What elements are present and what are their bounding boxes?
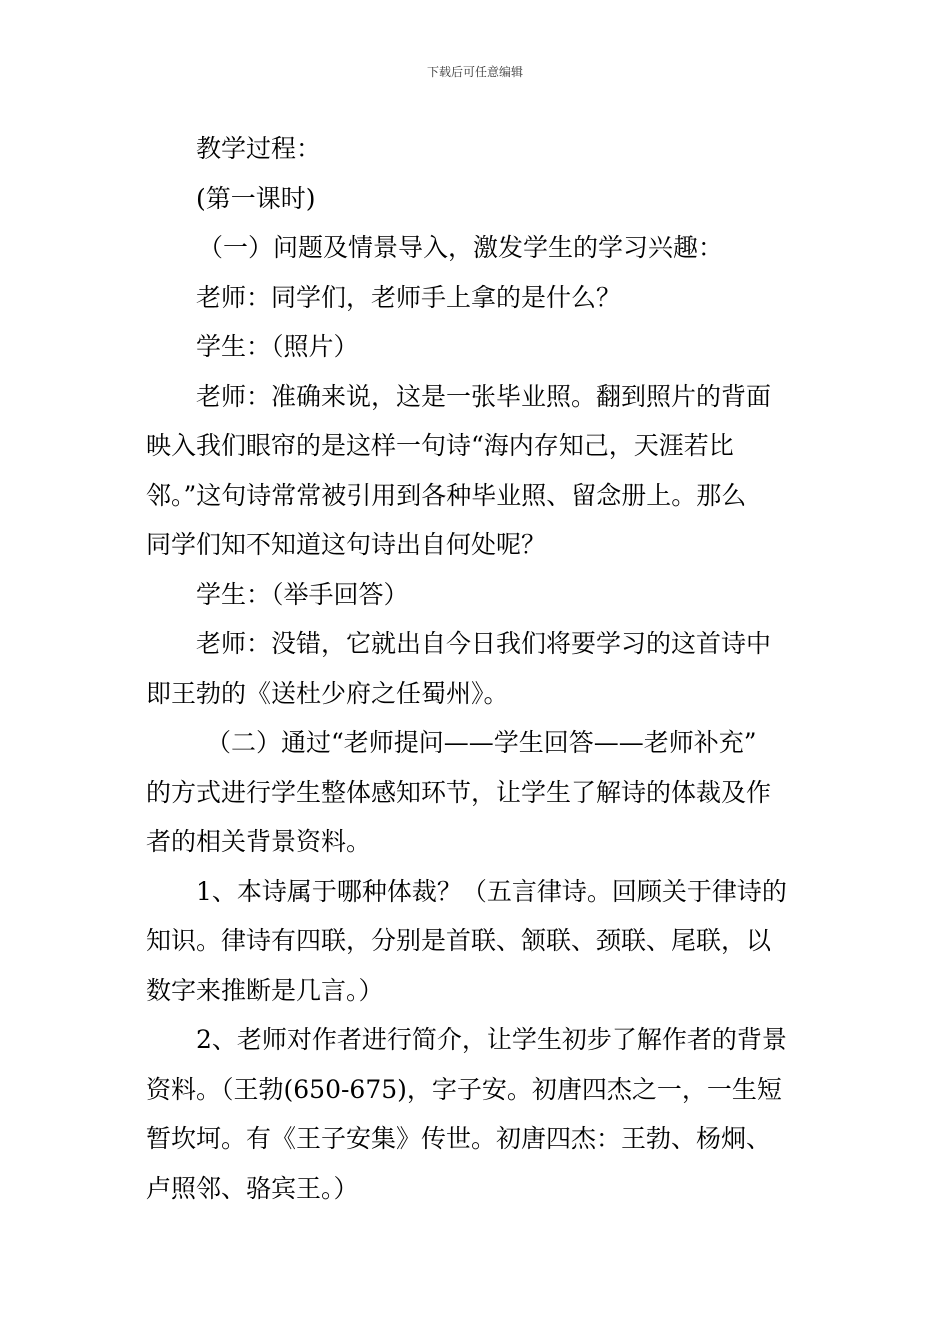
paragraph-line: 的方式进行学生整体感知环节，让学生了解诗的体裁及作 — [146, 777, 772, 807]
list-item-1: 1、本诗属于哪种体裁？（五言律诗。回顾关于律诗的 — [196, 876, 787, 906]
paragraph-line: 老师：没错，它就出自今日我们将要学习的这首诗中 — [196, 629, 772, 658]
paragraph-line: 暂坎坷。有《王子安集》传世。初唐四杰：王勃、杨炯、 — [146, 1124, 772, 1153]
section-heading-2: （二）通过“老师提问——学生回答——老师补充” — [206, 728, 757, 757]
list-item-2: 2、老师对作者进行简介，让学生初步了解作者的背景 — [196, 1025, 787, 1054]
paragraph-line: 卢照邻、骆宾王。） — [146, 1173, 359, 1203]
paragraph-line: 即王勃的《送杜少府之任蜀州》。 — [146, 678, 509, 708]
dialogue-line: 学生：（举手回答） — [196, 579, 409, 609]
paragraph-line: 知识。律诗有四联，分别是首联、颔联、颈联、尾联，以 — [146, 926, 772, 955]
paragraph-line: 数字来推断是几言。） — [146, 975, 384, 1005]
document-body — [146, 124, 810, 1213]
paragraph-line: 映入我们眼帘的是这样一句诗“海内存知己，天涯若比 — [146, 431, 734, 460]
lesson-period-label: (第一课时) — [196, 183, 316, 213]
paragraph-line: 老师：准确来说，这是一张毕业照。翻到照片的背面 — [196, 381, 772, 411]
dialogue-line: 学生：（照片） — [196, 332, 359, 361]
paragraph-line: 邻。”这句诗常常被引用到各种毕业照、留念册上。那么 — [146, 480, 747, 510]
section-heading-1: （一）问题及情景导入，激发学生的学习兴趣： — [198, 233, 724, 262]
header-note: 下载后可任意编辑 — [426, 65, 523, 79]
paragraph-line: 者的相关背景资料。 — [146, 827, 372, 856]
section-heading-process: 教学过程： — [196, 134, 322, 163]
paragraph-line: 资料。（王勃(650-675)，字子安。初唐四杰之一，一生短 — [146, 1074, 782, 1104]
paragraph-line: 同学们知不知道这句诗出自何处呢？ — [146, 530, 547, 559]
dialogue-line: 老师：同学们，老师手上拿的是什么？ — [196, 282, 622, 312]
